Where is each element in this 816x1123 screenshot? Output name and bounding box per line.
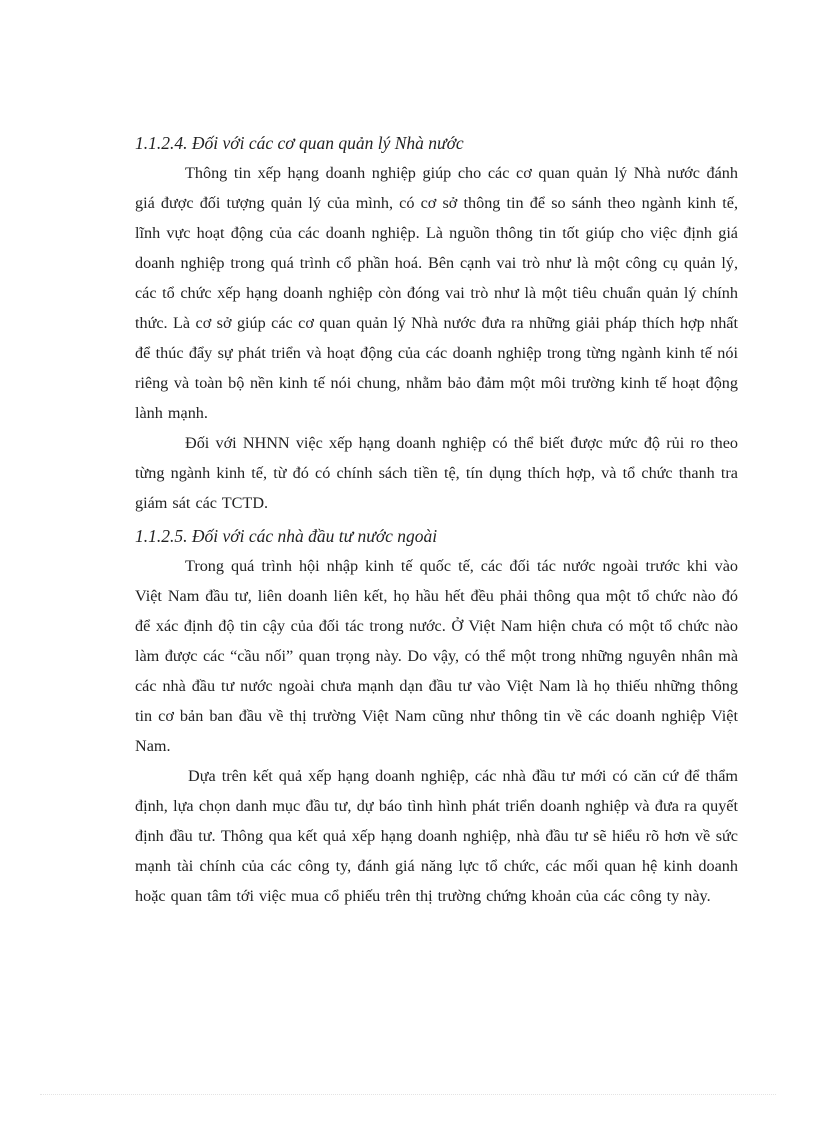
page-footer-rule <box>40 1094 776 1095</box>
paragraph-nhnn: Đối với NHNN việc xếp hạng doanh nghiệp có thể biết được mức độ rủi ro theo từng ngành kinh tế, từ đó có chính sách tiền tệ, tín dụng thích hợp, và tổ chức thanh tra giám sát các TCTD. <box>135 434 738 512</box>
section-heading-1-1-2-5: 1.1.2.5. Đối với các nhà đầu tư nước ngoài <box>135 526 438 546</box>
section-heading-1-1-2-4: 1.1.2.4. Đối với các cơ quan quản lý Nhà nước <box>135 133 464 153</box>
paragraph-foreign-investors: Trong quá trình hội nhập kinh tế quốc tế, các đối tác nước ngoài trước khi vào Việt Nam đầu tư, liên doanh liên kết, họ hầu hết đều phải thông qua một tổ chức nào đó để xác định độ tin cậy của đối tác trong nước. Ở Việt Nam hiện chưa có một tổ chức nào làm được các “cầu nối” quan trọng này. Do vậy, có thể một trong những nguyên nhân mà các nhà đầu tư nước ngoài chưa mạnh dạn đầu tư vào Việt Nam là họ thiếu những thông tin cơ bản ban đầu về thị trường Việt Nam cũng như thông tin về các doanh nghiệp Việt Nam. <box>135 557 738 755</box>
paragraph-state-agencies: Thông tin xếp hạng doanh nghiệp giúp cho các cơ quan quản lý Nhà nước đánh giá được đối tượng quản lý của mình, có cơ sở thông tin để so sánh theo ngành kinh tế, lĩnh vực hoạt động của các doanh nghiệp. Là nguồn thông tin tốt giúp cho việc định giá doanh nghiệp trong quá trình cổ phần hoá. Bên cạnh vai trò như là một công cụ quản lý, các tổ chức xếp hạng doanh nghiệp còn đóng vai trò như là một tiêu chuẩn quản lý chính thức. Là cơ sở giúp các cơ quan quản lý Nhà nước đưa ra những giải pháp thích hợp nhất để thúc đẩy sự phát triển và hoạt động của các doanh nghiệp trong từng ngành kinh tế nói riêng và toàn bộ nền kinh tế nói chung, nhằm bảo đảm một môi trường kinh tế hoạt động lành mạnh. <box>135 164 738 422</box>
document-body <box>135 128 738 911</box>
paragraph-investment-decisions: Dựa trên kết quả xếp hạng doanh nghiệp, các nhà đầu tư mới có căn cứ để thẩm định, lựa chọn danh mục đầu tư, dự báo tình hình phát triển doanh nghiệp và đưa ra quyết định đầu tư. Thông qua kết quả xếp hạng doanh nghiệp, nhà đầu tư sẽ hiểu rõ hơn về sức mạnh tài chính của các công ty, đánh giá năng lực tổ chức, các mối quan hệ kinh doanh hoặc quan tâm tới việc mua cổ phiếu trên thị trường chứng khoản của các công ty này. <box>135 767 738 905</box>
